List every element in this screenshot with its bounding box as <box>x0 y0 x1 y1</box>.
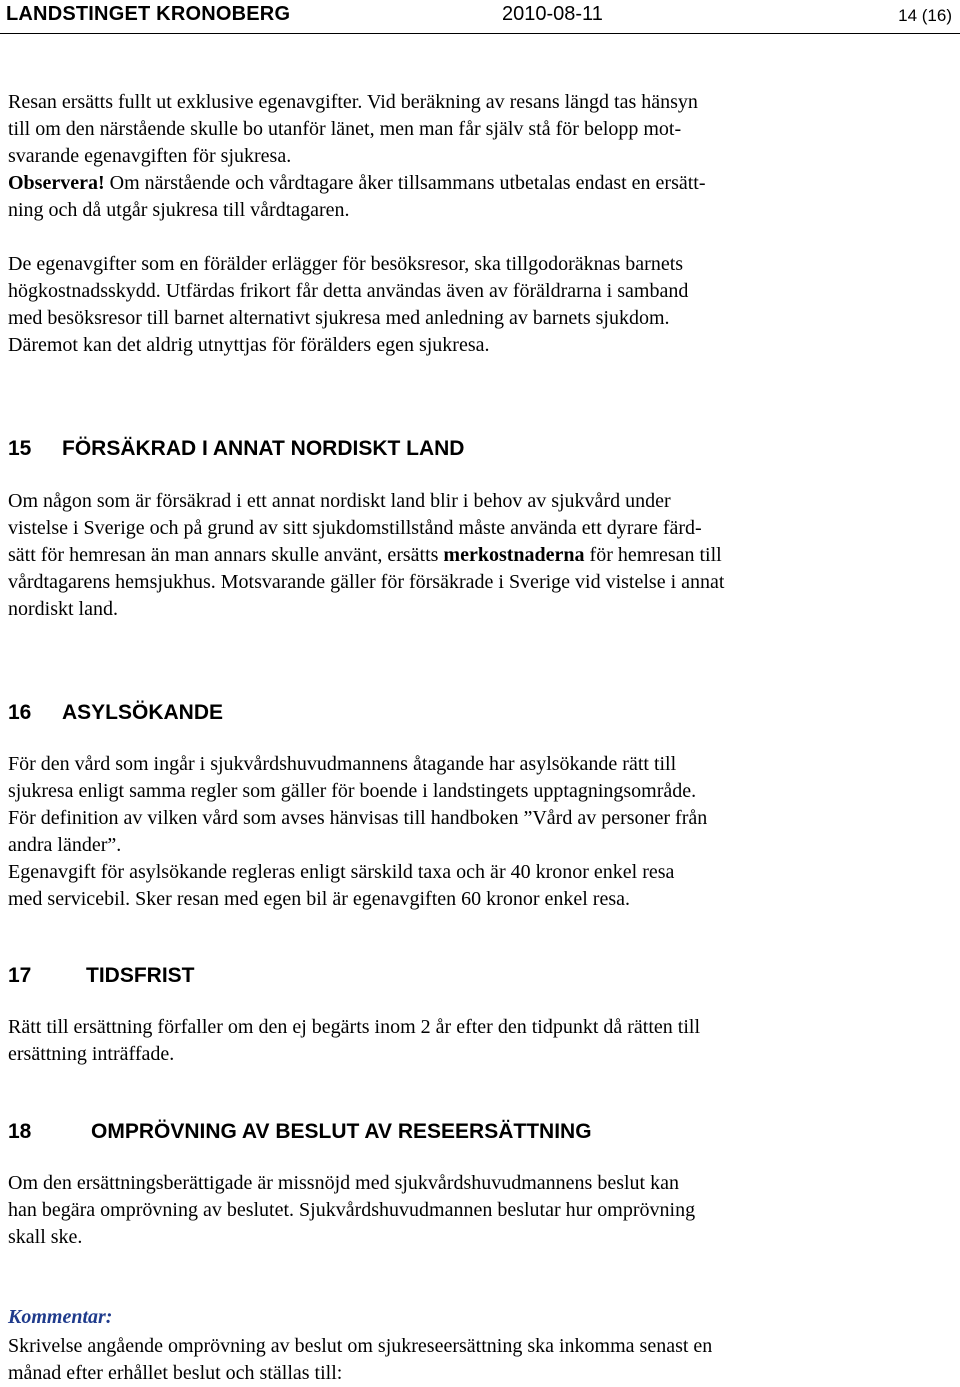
text-line: med besöksresor till barnet alternativt sjukresa med anledning av barnets sjukdom. <box>8 307 670 329</box>
text-line: sjukresa enligt samma regler som gäller för boende i landstingets upptagningsområde. <box>8 780 697 802</box>
section-16-body <box>8 751 953 913</box>
comment-body <box>8 1333 953 1387</box>
section-18-body <box>8 1170 953 1251</box>
section-title: OMPRÖVNING AV BESLUT AV RESEERSÄTTNING <box>91 1120 592 1143</box>
text-line <box>8 542 953 569</box>
text-line: De egenavgifter som en förälder erlägger för besöksresor, ska tillgodoräknas barnets <box>8 253 684 275</box>
text-line: För definition av vilken vård som avses hänvisas till handboken ”Vård av personer från <box>8 807 708 829</box>
intro-paragraph-2 <box>8 251 953 359</box>
text-line: Skrivelse angående omprövning av beslut om sjukreseersättning ska inkomma senast en <box>8 1335 713 1357</box>
text-line: svarande egenavgiften för sjukresa. <box>8 145 292 167</box>
section-18-heading <box>8 1120 592 1144</box>
section-16-heading <box>8 701 224 725</box>
header-divider <box>0 33 960 34</box>
section-title: TIDSFRIST <box>86 964 195 987</box>
page-number: 14 (16) <box>898 6 952 25</box>
text-line: Rätt till ersättning förfaller om den ej begärts inom 2 år efter den tidpunkt då rätten till <box>8 1016 701 1038</box>
text-line: skall ske. <box>8 1226 83 1248</box>
text-line: Egenavgift för asylsökande regleras enligt särskild taxa och är 40 kronor enkel resa <box>8 861 675 883</box>
section-15-heading <box>8 437 465 461</box>
text-line: Om någon som är försäkrad i ett annat nordiskt land blir i behov av sjukvård under <box>8 490 671 512</box>
text-line: För den vård som ingår i sjukvårdshuvudmannens åtagande har asylsökande rätt till <box>8 753 677 775</box>
section-number: 15 <box>8 437 32 460</box>
section-number: 17 <box>8 964 32 987</box>
text-run: sätt för hemresan än man annars skulle använt, ersätts <box>8 544 444 566</box>
document-date: 2010-08-11 <box>502 3 603 25</box>
organization-name: LANDSTINGET KRONOBERG <box>6 3 291 25</box>
section-17-heading <box>8 964 195 988</box>
intro-paragraph-1 <box>8 89 953 224</box>
text-line: vårdtagarens hemsjukhus. Motsvarande gäller för försäkrade i Sverige vid vistelse i annat <box>8 571 725 593</box>
text-line: vistelse i Sverige och på grund av sitt sjukdomstillstånd måste använda ett dyrare färd- <box>8 517 702 539</box>
text-line: högkostnadsskydd. Utfärdas frikort får detta användas även av föräldrarna i samband <box>8 280 689 302</box>
observe-text: Om närstående och vårdtagare åker tillsammans utbetalas endast en ersätt- <box>104 172 706 194</box>
observe-label: Observera! <box>8 172 105 194</box>
section-title: FÖRSÄKRAD I ANNAT NORDISKT LAND <box>62 437 465 460</box>
comment-label: Kommentar: <box>8 1306 113 1328</box>
text-run: för hemresan till <box>584 544 722 566</box>
text-line: Däremot kan det aldrig utnyttjas för förälders egen sjukresa. <box>8 334 490 356</box>
emphasis-merkostnaderna: merkostnaderna <box>443 544 585 566</box>
section-number: 18 <box>8 1120 32 1143</box>
text-line: med servicebil. Sker resan med egen bil är egenavgiften 60 kronor enkel resa. <box>8 888 630 910</box>
text-line: andra länder”. <box>8 834 122 856</box>
text-line: ersättning inträffade. <box>8 1043 175 1065</box>
text-line <box>8 170 953 197</box>
text-line: Om den ersättningsberättigade är missnöjd med sjukvårdshuvudmannens beslut kan <box>8 1172 679 1194</box>
section-17-body <box>8 1014 953 1068</box>
text-line: Resan ersätts fullt ut exklusive egenavgifter. Vid beräkning av resans längd tas hänsyn <box>8 91 698 113</box>
section-15-body <box>8 488 953 623</box>
text-line: han begära omprövning av beslutet. Sjukvårdshuvudmannen beslutar hur omprövning <box>8 1199 696 1221</box>
section-title: ASYLSÖKANDE <box>62 701 224 724</box>
text-line: nordiskt land. <box>8 598 118 620</box>
text-line: månad efter erhållet beslut och ställas till: <box>8 1362 343 1384</box>
section-number: 16 <box>8 701 32 724</box>
page-header <box>0 0 960 34</box>
text-line: ning och då utgår sjukresa till vårdtagaren. <box>8 199 350 221</box>
text-line: till om den närstående skulle bo utanför länet, men man får själv stå för belopp mot- <box>8 118 682 140</box>
